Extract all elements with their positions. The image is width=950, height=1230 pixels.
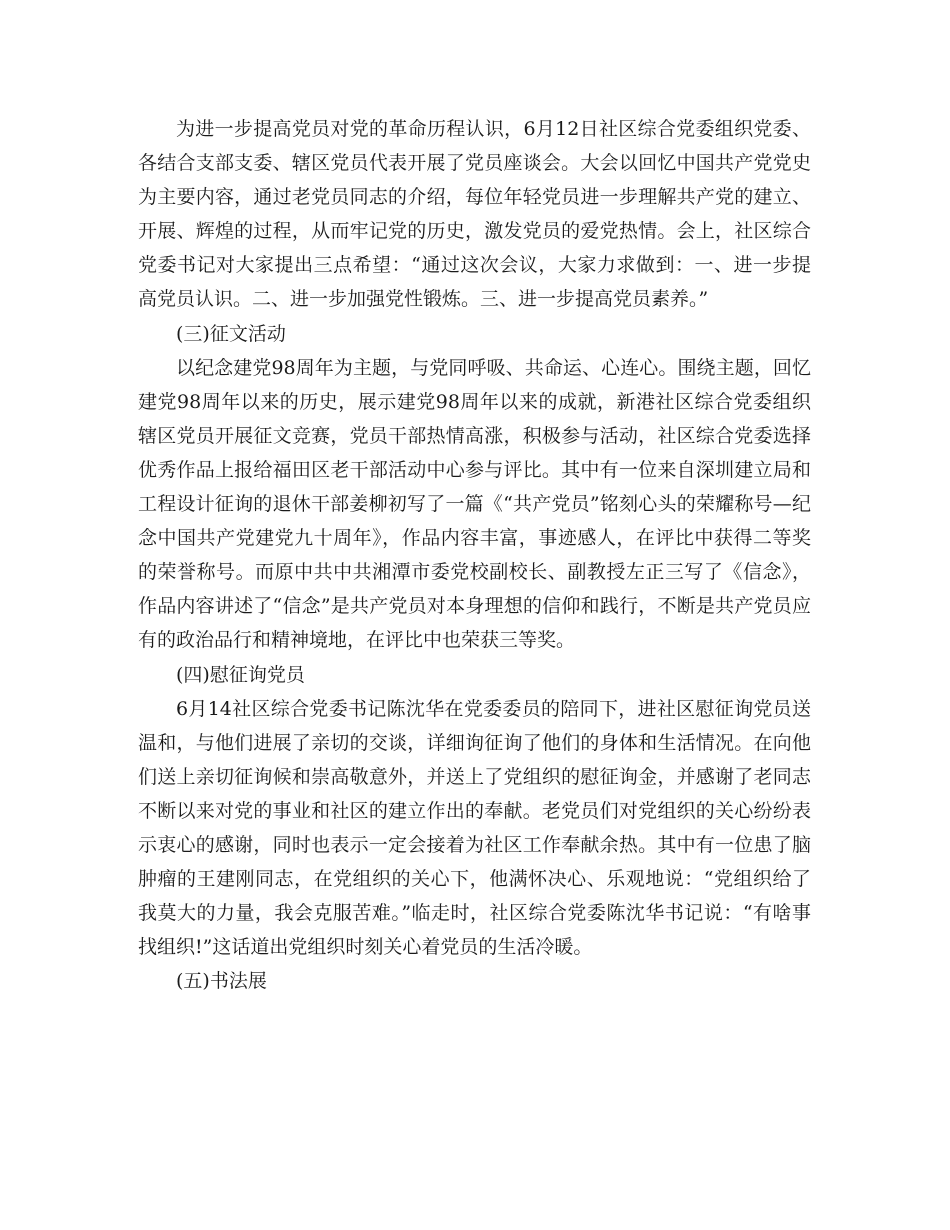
paragraph-visiting-members: 6月14社区综合党委书记陈沈华在党委委员的陪同下，进社区慰征询党员送温和，与他们进展了亲切的交谈，详细询征询了他们的身体和生活情况。在向他们送上亲切征询候和崇高敬意外，并送上了党组织的慰征询金，并感谢了老同志不断以来对党的事业和社区的建立作出的奉献。老党员们对党组织的关心纷纷表示衷心的感谢，同时也表示一定会接着为社区工作奉献余热。其中有一位患了脑肿瘤的王建刚同志，在党组织的关心下，他满怀决心、乐观地说：“党组织给了我莫大的力量，我会克服苦难。”临走时，社区综合党委陈沈华书记说：“有啥事找组织!”这话道出党组织时刻关心着党员的生活冷暖。	[138, 697, 811, 959]
paragraph-essay-activity: 以纪念建党98周年为主题，与党同呼吸、共命运、心连心。围绕主题，回忆建党98周年以来的历史，展示建党98周年以来的成就，新港社区综合党委组织辖区党员开展征文竞赛，党员干部热情高涨，积极参与活动，社区综合党委选择优秀作品上报给福田区老干部活动中心参与评比。其中有一位来自深圳建立局和工程设计征询的退休干部姜柳初写了一篇《“共产党员”铭刻心头的荣耀称号—纪念中国共产党建党九十周年》，作品内容丰富，事迹感人，在评比中获得二等奖的荣誉称号。而原中共中共湘潭市委党校副校长、副教授左正三写了《信念》，作品内容讲述了“信念”是共产党员对本身理想的信仰和践行，不断是共产党员应有的政治品行和精神境地，在评比中也荣获三等奖。	[138, 356, 811, 652]
section-heading-essay-activity: (三)征文活动	[176, 322, 286, 345]
section-heading-visiting-members: (四)慰征询党员	[176, 663, 305, 686]
document-body	[138, 112, 811, 998]
section-heading-calligraphy-exhibition: (五)书法展	[176, 970, 267, 993]
paragraph-party-forum: 为进一步提高党员对党的革命历程认识，6月12日社区综合党委组织党委、各结合支部支委、辖区党员代表开展了党员座谈会。大会以回忆中国共产党党史为主要内容，通过老党员同志的介绍，每位年轻党员进一步理解共产党的建立、开展、辉煌的过程，从而牢记党的历史，激发党员的爱党热情。会上，社区综合党委书记对大家提出三点希望：“通过这次会议，大家力求做到：一、进一步提高党员认识。二、进一步加强党性锻炼。三、进一步提高党员素养。”	[138, 118, 811, 311]
